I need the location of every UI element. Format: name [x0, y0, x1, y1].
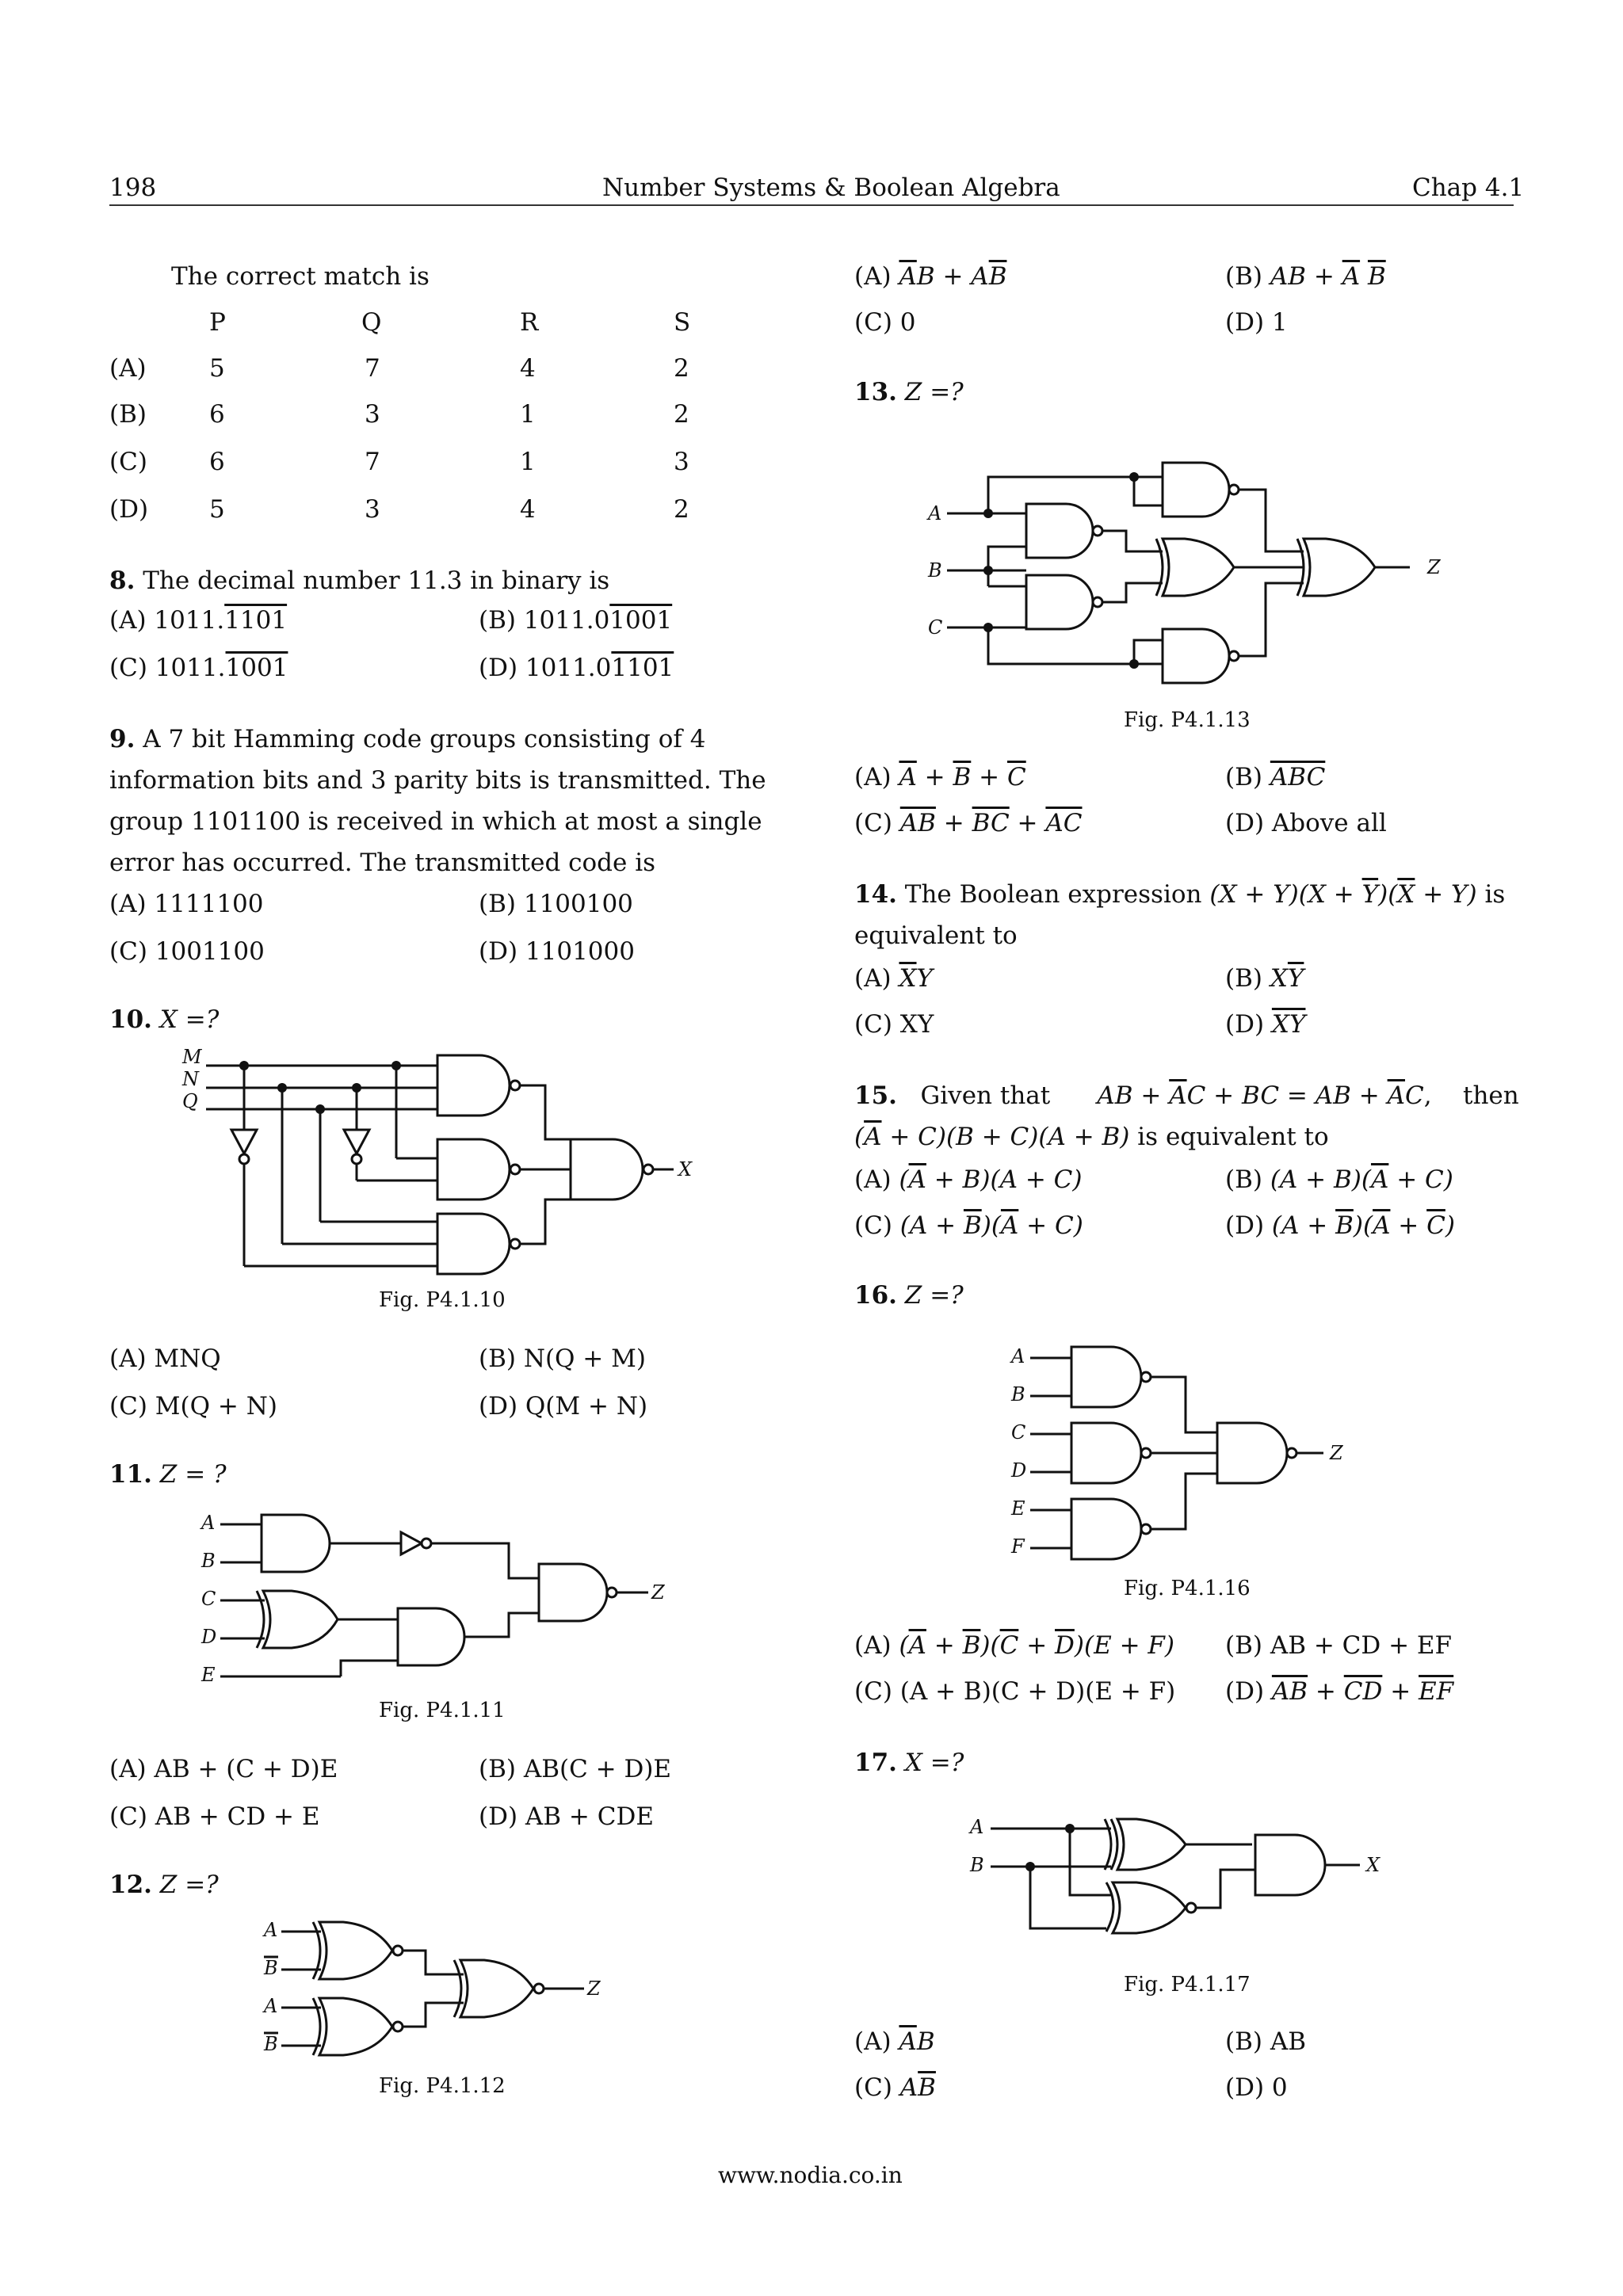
q16-label-f: F	[1011, 1535, 1025, 1558]
q15-option-d: (D) $(A + \overline{B})(\overline{A} + \overline{C})$	[1225, 1211, 1455, 1240]
fig-p4-1-17-circuit	[967, 1806, 1411, 1965]
q9-option-a: (A) 1111100	[109, 890, 264, 918]
q17-question	[854, 1751, 964, 1775]
q8-option-a	[109, 608, 287, 633]
q10-label-n: N	[182, 1068, 199, 1090]
q11-caption: Fig. P4.1.11	[379, 1699, 506, 1722]
q13-option-d: (D) Above all	[1225, 809, 1387, 837]
q10-option-b: (B) N(Q + M)	[479, 1344, 646, 1373]
q13-text: Z =?	[904, 378, 964, 406]
q10-label-x: X	[678, 1158, 693, 1180]
q13-label-a: A	[928, 502, 942, 524]
q9-line-3: group 1101100 is received in which at most a single	[109, 807, 762, 836]
q15-option-b: (B) $(A + B)(\overline{A} + C)$	[1225, 1165, 1453, 1194]
fig-p4-1-13-circuit	[923, 444, 1478, 697]
q17-option-b: (B) AB	[1225, 2027, 1306, 2056]
q16-option-d: (D) $\overline{AB} + \overline{CD} + \overline{EF}$	[1225, 1677, 1454, 1706]
q16-text: Z =?	[904, 1281, 964, 1310]
q17-text: X =?	[904, 1749, 964, 1777]
q7-col-q: Q	[361, 308, 382, 337]
footer-url[interactable]: www.nodia.co.in	[718, 2162, 903, 2188]
q9-option-b: (B) 1100100	[479, 890, 633, 918]
q8-text: The decimal number 11.3 in binary is	[143, 566, 610, 595]
q7-cell: 4	[520, 354, 536, 383]
q14-option-a: (A) $\overline{X}Y$	[854, 964, 933, 993]
q9-line-1	[109, 727, 705, 752]
q15-option-c: (C) $(A + \overline{B})(\overline{A} + C)$	[854, 1211, 1083, 1240]
q12-label-a2: A	[264, 1995, 278, 2017]
q14-option-b: (B) $X\overline{Y}$	[1225, 964, 1304, 993]
q7-cell: 7	[365, 448, 380, 476]
q14-line-2: equivalent to	[854, 921, 1018, 950]
q12-label-b1: B	[264, 1957, 278, 1979]
q7-cell: 5	[209, 495, 225, 524]
q8-b-repeat: 1001	[609, 606, 673, 635]
q7-cell: 6	[209, 400, 225, 429]
q9-option-d: (D) 1101000	[479, 937, 635, 966]
q7-row-label: (B)	[109, 400, 147, 429]
q7-col-r: R	[520, 308, 539, 337]
q16-caption: Fig. P4.1.16	[1124, 1577, 1251, 1600]
q7-cell: 2	[674, 400, 689, 429]
q7-col-s: S	[674, 308, 691, 337]
q12-text: Z =?	[159, 1871, 219, 1899]
q13-option-a: (A) $\overline{A} + \overline{B} + \overline{C}$	[854, 763, 1026, 791]
q11-label-b: B	[201, 1550, 216, 1572]
q12-label-z: Z	[587, 1978, 601, 2000]
q7-cell: 1	[520, 400, 536, 429]
q11-label-z: Z	[651, 1581, 665, 1604]
q8-option-c	[109, 656, 288, 681]
chapter-label: Chap 4.1	[1412, 174, 1525, 202]
q16-label-b: B	[1011, 1383, 1025, 1405]
q11-label-c: C	[201, 1588, 216, 1610]
q7-row-label: (A)	[109, 354, 147, 383]
q11-number: 11.	[109, 1460, 152, 1489]
q8-d-pre: (D) 1011.0	[479, 654, 612, 682]
q8-a-pre: (A) 1011.	[109, 606, 225, 635]
q12-option-b: (B) AB + $\overline{A}$ $\overline{B}$	[1225, 262, 1386, 291]
q7-cell: 5	[209, 354, 225, 383]
fig-p4-1-12-circuit	[258, 1911, 638, 2069]
q8-question	[109, 566, 610, 595]
q11-question	[109, 1460, 227, 1489]
q7-cell: 3	[365, 495, 380, 524]
q12-question	[109, 1873, 219, 1897]
q8-d-repeat: 1101	[611, 654, 674, 682]
q7-row-label: (C)	[109, 448, 147, 476]
q16-number: 16.	[854, 1281, 897, 1310]
q10-option-d: (D) Q(M + N)	[479, 1392, 648, 1421]
q11-option-b: (B) AB(C + D)E	[479, 1755, 672, 1783]
q14-option-c: (C) XY	[854, 1010, 934, 1039]
q7-cell: 7	[365, 354, 380, 383]
q17-label-a: A	[970, 1816, 984, 1838]
q14-line-1: 14. The Boolean expression $(X + Y)(X + \overline{Y})(\overline{X} + Y)$ is	[854, 880, 1506, 909]
q14-option-d: (D) $\overline{X}\overline{Y}$	[1225, 1010, 1306, 1039]
q16-label-d: D	[1011, 1459, 1027, 1482]
fig-p4-1-16-circuit	[1006, 1339, 1379, 1569]
q10-label-m: M	[182, 1046, 202, 1068]
q8-a-repeat: 1101	[224, 606, 288, 635]
q16-label-z: Z	[1330, 1442, 1343, 1464]
q8-b-pre: (B) 1011.0	[479, 606, 610, 635]
fig-p4-1-11-circuit	[198, 1505, 689, 1695]
header-rule	[109, 204, 1514, 206]
q10-number: 10.	[109, 1005, 152, 1034]
q15-option-a: (A) $(\overline{A} + B)(A + C)$	[854, 1165, 1083, 1194]
q12-number: 12.	[109, 1871, 152, 1899]
q16-option-a: (A) $(\overline{A} + \overline{B})(\overline{C} + \overline{D})(E + F)$	[854, 1631, 1174, 1660]
q17-option-a: (A) $\overline{A}B$	[854, 2027, 935, 2056]
q16-label-e: E	[1011, 1497, 1025, 1520]
q11-option-d: (D) AB + CDE	[479, 1802, 654, 1831]
q17-caption: Fig. P4.1.17	[1124, 1973, 1251, 1997]
q7-cell: 6	[209, 448, 225, 476]
q10-caption: Fig. P4.1.10	[379, 1288, 506, 1312]
q9-number: 9.	[109, 725, 136, 753]
q17-label-x: X	[1366, 1854, 1381, 1876]
q17-number: 17.	[854, 1749, 897, 1777]
q16-option-b: (B) AB + CD + EF	[1225, 1631, 1453, 1660]
q12-label-b2: B	[264, 2033, 278, 2055]
q8-number: 8.	[109, 566, 136, 595]
q7-row-label: (D)	[109, 495, 149, 524]
q15-line-2: $(\overline{A} + C)(B + C)(A + B)$ is equivalent to	[854, 1123, 1329, 1151]
q7-cell: 4	[520, 495, 536, 524]
q11-text: Z = ?	[159, 1460, 227, 1489]
q7-intro: The correct match is	[171, 262, 430, 291]
q13-label-b: B	[928, 559, 942, 582]
q8-option-b	[479, 608, 672, 633]
q12-option-a: (A) $\overline{A}B + A\overline{B}$	[854, 262, 1007, 291]
q7-cell: 1	[520, 448, 536, 476]
q10-option-a: (A) MNQ	[109, 1344, 221, 1373]
q10-option-c: (C) M(Q + N)	[109, 1392, 277, 1421]
q11-option-a: (A) AB + (C + D)E	[109, 1755, 338, 1783]
q16-option-c: (C) (A + B)(C + D)(E + F)	[854, 1677, 1176, 1706]
q13-label-z: Z	[1427, 556, 1441, 578]
q10-text: X =?	[159, 1005, 220, 1034]
q17-label-b: B	[970, 1854, 984, 1876]
q8-c-repeat: 1001	[225, 654, 288, 682]
q9-line-2: information bits and 3 parity bits is transmitted. The	[109, 766, 766, 795]
q13-label-c: C	[928, 616, 943, 639]
q13-option-b: (B) $\overline{ABC}$	[1225, 763, 1326, 791]
q10-question	[109, 1005, 220, 1034]
q7-cell: 3	[674, 448, 689, 476]
q7-cell: 3	[365, 400, 380, 429]
q15-line-1: 15. Given that AB + $\overline{A}C$ + BC = AB + $\overline{A}C$, then	[854, 1081, 1519, 1110]
q11-label-d: D	[201, 1626, 217, 1648]
q8-option-d	[479, 656, 674, 681]
page-number: 198	[109, 174, 157, 202]
q9-line-4: error has occurred. The transmitted code is	[109, 849, 656, 877]
q17-option-d: (D) 0	[1225, 2073, 1288, 2102]
q12-caption: Fig. P4.1.12	[379, 2074, 506, 2098]
q11-option-c: (C) AB + CD + E	[109, 1802, 320, 1831]
q7-cell: 2	[674, 354, 689, 383]
running-title: Number Systems & Boolean Algebra	[602, 174, 1060, 202]
q10-label-q: Q	[182, 1090, 198, 1112]
q11-label-a: A	[201, 1512, 216, 1534]
q12-label-a1: A	[264, 1919, 278, 1941]
q12-option-d: (D) 1	[1225, 308, 1288, 337]
q14-number: 14.	[854, 880, 897, 909]
fig-p4-1-10-circuit	[174, 1046, 713, 1283]
q9-text: A 7 bit Hamming code groups consisting of 4	[143, 725, 706, 753]
q13-question	[854, 380, 964, 405]
q7-cell: 2	[674, 495, 689, 524]
q17-option-c: (C) $A\overline{B}$	[854, 2073, 936, 2102]
q11-label-e: E	[201, 1664, 216, 1686]
q16-label-c: C	[1011, 1421, 1026, 1444]
q12-option-c: (C) 0	[854, 308, 916, 337]
q13-number: 13.	[854, 378, 897, 406]
q8-c-pre: (C) 1011.	[109, 654, 226, 682]
q13-caption: Fig. P4.1.13	[1124, 708, 1251, 732]
q16-question	[854, 1283, 964, 1308]
q13-option-c: (C) $\overline{AB} + \overline{BC} + \overline{AC}$	[854, 809, 1083, 837]
q15-number: 15.	[854, 1081, 897, 1110]
q7-col-p: P	[209, 308, 226, 337]
q16-label-a: A	[1011, 1345, 1025, 1367]
q9-option-c: (C) 1001100	[109, 937, 265, 966]
